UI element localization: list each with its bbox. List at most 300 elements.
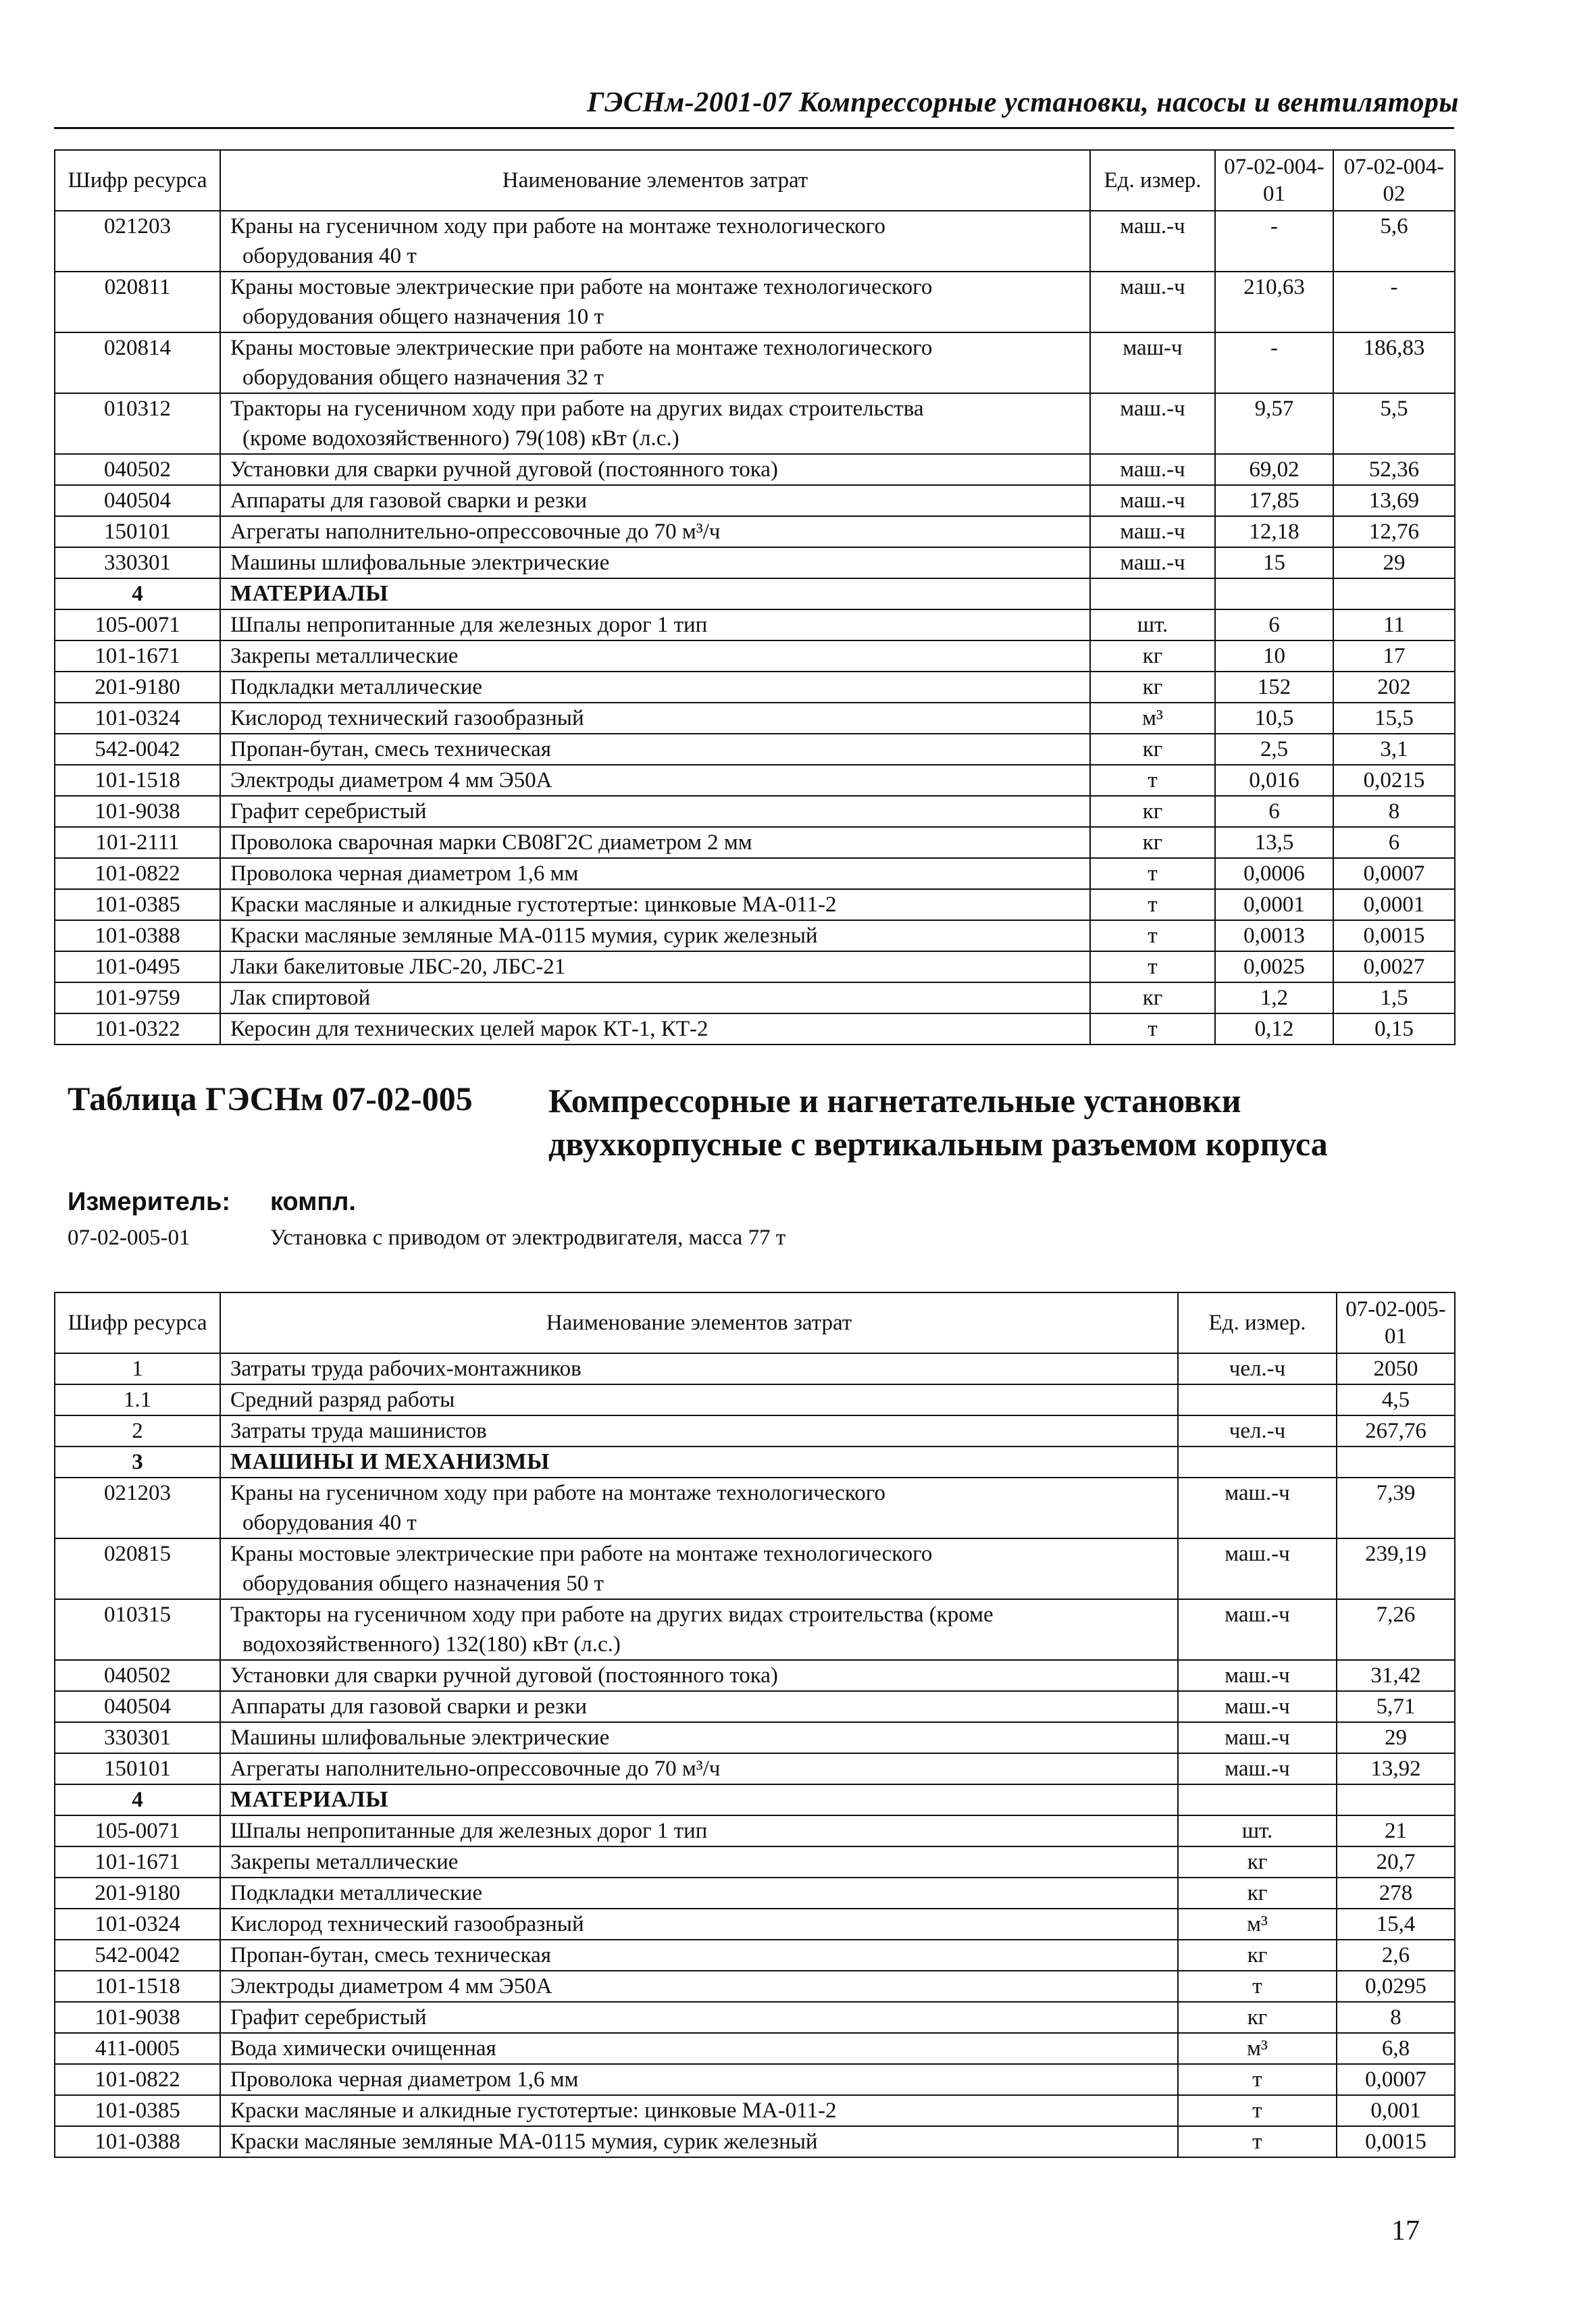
cell-value: 12,76 — [1333, 516, 1455, 547]
cell-value: 1,2 — [1215, 982, 1333, 1013]
cell-name-line-2: оборудования общего назначения 10 т — [242, 305, 604, 329]
cell-value: 8 — [1337, 2002, 1455, 2033]
table1-body — [55, 211, 1455, 1045]
meter-value: компл. — [270, 1188, 356, 1216]
cell-value: 186,83 — [1333, 332, 1455, 393]
cell-code: 4 — [55, 578, 220, 609]
cell-unit: м³ — [1178, 2033, 1337, 2064]
cell-name — [220, 485, 1090, 516]
table-row — [55, 516, 1455, 547]
cell-name-line-1: Закрепы металлические — [230, 644, 459, 668]
cell-value: 3,1 — [1333, 734, 1455, 765]
cell-value: 15 — [1215, 547, 1333, 578]
cell-name — [220, 1660, 1178, 1691]
cell-name-line-2: водохозяйственного) 132(180) кВт (л.с.) — [242, 1632, 621, 1657]
cell-name — [220, 2126, 1178, 2157]
variant-text: Установка с приводом от электродвигателя, масса 77 т — [270, 1226, 786, 1250]
cell-value — [1337, 1784, 1455, 1815]
table-row — [55, 454, 1455, 485]
table-row — [55, 920, 1455, 951]
table-row — [55, 1753, 1455, 1784]
cell-value: 17,85 — [1215, 485, 1333, 516]
cell-value: 0,0027 — [1333, 951, 1455, 982]
cell-name — [220, 2002, 1178, 2033]
cell-unit: маш.-ч — [1178, 1478, 1337, 1538]
cell-unit: т — [1090, 951, 1215, 982]
cell-value: 69,02 — [1215, 454, 1333, 485]
cell-unit: т — [1090, 1013, 1215, 1045]
table-row — [55, 734, 1455, 765]
cell-name-line-1: Агрегаты наполнительно-опрессовочные до 70 м³/ч — [230, 520, 721, 544]
cell-code: 101-1518 — [55, 765, 220, 796]
cell-name — [220, 272, 1090, 332]
cell-name-line-1: Машины шлифовальные электрические — [230, 1726, 610, 1750]
cell-name-line-1: Тракторы на гусеничном ходу при работе на других видах строительства — [230, 397, 924, 421]
cell-code: 411-0005 — [55, 2033, 220, 2064]
cell-value: 29 — [1333, 547, 1455, 578]
cell-code: 201-9180 — [55, 1878, 220, 1909]
cell-unit — [1178, 1384, 1337, 1415]
cell-unit: маш.-ч — [1178, 1660, 1337, 1691]
cell-name-line-1: МАШИНЫ И МЕХАНИЗМЫ — [230, 1449, 550, 1474]
cell-value: 0,0015 — [1333, 920, 1455, 951]
cell-unit: т — [1090, 889, 1215, 920]
cell-unit: кг — [1090, 672, 1215, 703]
cell-value: 21 — [1337, 1815, 1455, 1846]
cell-name-line-1: Лаки бакелитовые ЛБС-20, ЛБС-21 — [230, 955, 566, 979]
table-row — [55, 1538, 1455, 1599]
cell-value: 278 — [1337, 1878, 1455, 1909]
cell-value — [1215, 578, 1333, 609]
cell-name-line-1: Закрепы металлические — [230, 1850, 459, 1874]
cell-value: 15,5 — [1333, 703, 1455, 734]
cell-unit: т — [1178, 2095, 1337, 2126]
cell-value: 5,5 — [1333, 393, 1455, 454]
cell-code: 101-1671 — [55, 1846, 220, 1878]
table-row — [55, 2064, 1455, 2095]
cell-value: 0,0215 — [1333, 765, 1455, 796]
table-row — [55, 1846, 1455, 1878]
cell-name-line-1: МАТЕРИАЛЫ — [230, 581, 388, 606]
cell-code: 101-9038 — [55, 796, 220, 827]
cell-name-line-1: Краны мостовые электрические при работе на монтаже технологического — [230, 336, 933, 360]
cell-code: 105-0071 — [55, 1815, 220, 1846]
cell-value: 12,18 — [1215, 516, 1333, 547]
table-row — [55, 858, 1455, 889]
cell-unit: кг — [1178, 1846, 1337, 1878]
cell-code: 101-0385 — [55, 2095, 220, 2126]
cell-code: 330301 — [55, 547, 220, 578]
cell-value: 15,4 — [1337, 1909, 1455, 1940]
cell-code: 4 — [55, 1784, 220, 1815]
table-row — [55, 1878, 1455, 1909]
cell-name-line-1: Краски масляные земляные МА-0115 мумия, сурик железный — [230, 2130, 818, 2154]
cell-name-line-1: Краны мостовые электрические при работе на монтаже технологического — [230, 275, 933, 299]
cell-code: 201-9180 — [55, 672, 220, 703]
cell-name — [220, 211, 1090, 272]
cell-code: 101-0324 — [55, 1909, 220, 1940]
cell-value: 210,63 — [1215, 272, 1333, 332]
table-row — [55, 393, 1455, 454]
cell-name-line-1: Краски масляные и алкидные густотертые: цинковые МА-011-2 — [230, 892, 837, 917]
cell-code: 105-0071 — [55, 609, 220, 640]
table-row — [55, 332, 1455, 393]
cell-name — [220, 1447, 1178, 1478]
table-row — [55, 2002, 1455, 2033]
cell-value: 0,0025 — [1215, 951, 1333, 982]
cell-name — [220, 2033, 1178, 2064]
cell-value: 152 — [1215, 672, 1333, 703]
cell-value: 6 — [1215, 609, 1333, 640]
cell-unit: маш.-ч — [1178, 1691, 1337, 1722]
cell-unit: маш.-ч — [1090, 547, 1215, 578]
cell-name-line-1: Пропан-бутан, смесь техническая — [230, 1943, 551, 1967]
cell-name — [220, 1909, 1178, 1940]
table-row — [55, 796, 1455, 827]
cell-code: 101-0822 — [55, 2064, 220, 2095]
cell-name — [220, 1691, 1178, 1722]
cell-name — [220, 765, 1090, 796]
cell-name-line-1: Машины шлифовальные электрические — [230, 551, 610, 575]
cell-value — [1333, 578, 1455, 609]
header-col-07-02-005-01: 07-02-005-01 — [1337, 1292, 1455, 1353]
cell-name — [220, 982, 1090, 1013]
cell-value: 7,39 — [1337, 1478, 1455, 1538]
table-row — [55, 672, 1455, 703]
cell-value: 13,69 — [1333, 485, 1455, 516]
cell-unit: маш.-ч — [1090, 393, 1215, 454]
cell-name — [220, 1815, 1178, 1846]
cell-value: 0,0007 — [1333, 858, 1455, 889]
table-row — [55, 1971, 1455, 2002]
table-row — [55, 211, 1455, 272]
cell-name-line-1: Краны на гусеничном ходу при работе на монтаже технологического — [230, 1481, 885, 1505]
cell-value: 0,0013 — [1215, 920, 1333, 951]
page-number: 17 — [1391, 2215, 1420, 2246]
table-row — [55, 1013, 1455, 1045]
cell-name — [220, 1971, 1178, 2002]
cell-value: 0,0001 — [1333, 889, 1455, 920]
cell-value: 2,5 — [1215, 734, 1333, 765]
cell-unit: маш.-ч — [1090, 272, 1215, 332]
cell-unit: маш.-ч — [1090, 485, 1215, 516]
cell-code: 040502 — [55, 1660, 220, 1691]
cell-name-line-1: Краски масляные и алкидные густотертые: цинковые МА-011-2 — [230, 2098, 837, 2123]
cell-value: 239,19 — [1337, 1538, 1455, 1599]
cell-name-line-1: Агрегаты наполнительно-опрессовочные до 70 м³/ч — [230, 1757, 721, 1781]
cell-name — [220, 454, 1090, 485]
cell-unit: маш-ч — [1090, 332, 1215, 393]
cell-unit: маш.-ч — [1090, 454, 1215, 485]
table-row — [55, 889, 1455, 920]
cell-value: 0,0015 — [1337, 2126, 1455, 2157]
cell-name-line-2: оборудования 40 т — [242, 244, 417, 268]
cell-value: 17 — [1333, 640, 1455, 672]
cell-name — [220, 1538, 1178, 1599]
cell-value: 7,26 — [1337, 1599, 1455, 1660]
header-col-07-02-004-01: 07-02-004-01 — [1215, 150, 1333, 211]
cell-name — [220, 332, 1090, 393]
cell-unit: маш.-ч — [1178, 1599, 1337, 1660]
cell-unit: т — [1090, 920, 1215, 951]
table-title-label: Таблица ГЭСНм 07-02-005 — [68, 1080, 473, 1117]
cell-value: 2,6 — [1337, 1940, 1455, 1971]
cell-code: 101-0388 — [55, 920, 220, 951]
cell-name — [220, 393, 1090, 454]
cell-code: 101-2111 — [55, 827, 220, 858]
cell-value: 0,15 — [1333, 1013, 1455, 1045]
cell-name-line-2: оборудования 40 т — [242, 1511, 417, 1535]
cell-code: 542-0042 — [55, 734, 220, 765]
cell-unit: кг — [1090, 982, 1215, 1013]
cell-name-line-1: Вода химически очищенная — [230, 2036, 496, 2061]
cell-code: 101-0324 — [55, 703, 220, 734]
table-title-text — [548, 1079, 1426, 1165]
cell-name-line-1: Пропан-бутан, смесь техническая — [230, 737, 551, 761]
cell-code: 040502 — [55, 454, 220, 485]
cell-name-line-1: Керосин для технических целей марок КТ-1, КТ-2 — [230, 1017, 709, 1041]
table-row — [55, 1660, 1455, 1691]
table-row — [55, 1599, 1455, 1660]
cell-name — [220, 1940, 1178, 1971]
cell-code: 021203 — [55, 211, 220, 272]
cell-value: - — [1333, 272, 1455, 332]
table-row — [55, 1722, 1455, 1753]
table-row — [55, 640, 1455, 672]
cell-code: 2 — [55, 1415, 220, 1447]
cell-name-line-2: оборудования общего назначения 32 т — [242, 366, 604, 390]
cell-code: 010312 — [55, 393, 220, 454]
table-row — [55, 2126, 1455, 2157]
cell-value: 1,5 — [1333, 982, 1455, 1013]
table-row — [55, 1353, 1455, 1384]
cell-name — [220, 672, 1090, 703]
cell-name — [220, 889, 1090, 920]
cell-code: 101-0822 — [55, 858, 220, 889]
cell-unit: т — [1178, 1971, 1337, 2002]
cell-name-line-1: Установки для сварки ручной дуговой (постоянного тока) — [230, 1663, 778, 1688]
cell-code: 101-9038 — [55, 2002, 220, 2033]
meter-line — [68, 1188, 356, 1217]
cell-name — [220, 547, 1090, 578]
cell-name — [220, 1013, 1090, 1045]
cell-code: 101-0495 — [55, 951, 220, 982]
cell-name — [220, 1415, 1178, 1447]
cell-name — [220, 1784, 1178, 1815]
cell-name — [220, 920, 1090, 951]
cell-code: 101-9759 — [55, 982, 220, 1013]
cell-code: 020811 — [55, 272, 220, 332]
cell-name-line-1: Затраты труда машинистов — [230, 1419, 487, 1443]
cell-code: 010315 — [55, 1599, 220, 1660]
cell-code: 101-1518 — [55, 1971, 220, 2002]
cell-name-line-1: Проволока черная диаметром 1,6 мм — [230, 861, 579, 886]
cell-value: 29 — [1337, 1722, 1455, 1753]
table-row — [55, 1384, 1455, 1415]
cell-name-line-1: Кислород технический газообразный — [230, 1912, 584, 1936]
section-row — [55, 1447, 1455, 1478]
cell-code: 040504 — [55, 485, 220, 516]
resource-table-07-02-005 — [54, 1292, 1456, 2158]
cell-name-line-1: Электроды диаметром 4 мм Э50А — [230, 768, 552, 793]
table-row — [55, 2033, 1455, 2064]
cell-value: 13,92 — [1337, 1753, 1455, 1784]
header-unit: Ед. измер. — [1090, 150, 1215, 211]
cell-name-line-1: Установки для сварки ручной дуговой (постоянного тока) — [230, 457, 778, 482]
cell-name-line-1: Проволока черная диаметром 1,6 мм — [230, 2067, 579, 2092]
cell-name-line-2: (кроме водохозяйственного) 79(108) кВт (л.с.) — [242, 426, 679, 451]
cell-unit — [1090, 578, 1215, 609]
cell-name — [220, 516, 1090, 547]
cell-name-line-1: Подкладки металлические — [230, 675, 482, 699]
cell-name-line-1: Краны мостовые электрические при работе на монтаже технологического — [230, 1542, 933, 1566]
cell-value: 202 — [1333, 672, 1455, 703]
cell-name-line-1: Графит серебристый — [230, 2005, 427, 2030]
cell-value: 10 — [1215, 640, 1333, 672]
table-row — [55, 485, 1455, 516]
cell-value: 31,42 — [1337, 1660, 1455, 1691]
table-row — [55, 547, 1455, 578]
cell-unit — [1178, 1784, 1337, 1815]
resource-table-07-02-004 — [54, 149, 1456, 1045]
header-col-07-02-004-02: 07-02-004-02 — [1333, 150, 1455, 211]
cell-name-line-1: Аппараты для газовой сварки и резки — [230, 488, 587, 513]
cell-name-line-1: Графит серебристый — [230, 799, 427, 824]
cell-value: 2050 — [1337, 1353, 1455, 1384]
cell-name-line-1: Подкладки металлические — [230, 1881, 482, 1905]
table-row — [55, 1691, 1455, 1722]
cell-unit: шт. — [1090, 609, 1215, 640]
cell-name-line-1: Затраты труда рабочих-монтажников — [230, 1357, 582, 1381]
header-rule — [54, 127, 1454, 129]
cell-value: 10,5 — [1215, 703, 1333, 734]
cell-code: 020815 — [55, 1538, 220, 1599]
cell-name — [220, 703, 1090, 734]
cell-name — [220, 2064, 1178, 2095]
cell-value: 6 — [1333, 827, 1455, 858]
cell-name — [220, 827, 1090, 858]
cell-value: 0,001 — [1337, 2095, 1455, 2126]
cell-name-line-1: Лак спиртовой — [230, 986, 371, 1010]
cell-name-line-1: Средний разряд работы — [230, 1388, 455, 1412]
cell-name-line-1: Краны на гусеничном ходу при работе на монтаже технологического — [230, 214, 885, 238]
table-row — [55, 765, 1455, 796]
table-title-line-1: Компрессорные и нагнетательные установки — [548, 1082, 1241, 1120]
cell-name-line-1: МАТЕРИАЛЫ — [230, 1787, 388, 1812]
cell-unit — [1178, 1447, 1337, 1478]
cell-unit: кг — [1090, 827, 1215, 858]
cell-code: 101-0388 — [55, 2126, 220, 2157]
header-name: Наименование элементов затрат — [220, 150, 1090, 211]
cell-value: 6 — [1215, 796, 1333, 827]
meter-label: Измеритель: — [68, 1188, 230, 1216]
table-row — [55, 609, 1455, 640]
table-row — [55, 1478, 1455, 1538]
cell-name — [220, 734, 1090, 765]
cell-name — [220, 1846, 1178, 1878]
table-row — [55, 951, 1455, 982]
cell-name — [220, 1478, 1178, 1538]
cell-value: 6,8 — [1337, 2033, 1455, 2064]
cell-unit: т — [1090, 765, 1215, 796]
table-row — [55, 1909, 1455, 1940]
cell-name-line-1: Аппараты для газовой сварки и резки — [230, 1694, 587, 1719]
cell-name — [220, 951, 1090, 982]
cell-value: 8 — [1333, 796, 1455, 827]
cell-value: 0,12 — [1215, 1013, 1333, 1045]
cell-unit: м³ — [1090, 703, 1215, 734]
cell-name-line-1: Краски масляные земляные МА-0115 мумия, сурик железный — [230, 924, 818, 948]
cell-name-line-1: Шпалы непропитанные для железных дорог 1 тип — [230, 613, 708, 637]
cell-code: 150101 — [55, 1753, 220, 1784]
table2-body — [55, 1353, 1455, 2157]
table-row — [55, 703, 1455, 734]
header-code: Шифр ресурса — [55, 150, 220, 211]
cell-value: - — [1215, 211, 1333, 272]
cell-code: 150101 — [55, 516, 220, 547]
table-row — [55, 1940, 1455, 1971]
cell-unit: кг — [1090, 734, 1215, 765]
cell-code: 3 — [55, 1447, 220, 1478]
cell-name-line-1: Шпалы непропитанные для железных дорог 1 тип — [230, 1819, 708, 1843]
table-row — [55, 1415, 1455, 1447]
cell-value: 0,0007 — [1337, 2064, 1455, 2095]
cell-unit: маш.-ч — [1178, 1722, 1337, 1753]
cell-value — [1337, 1447, 1455, 1478]
cell-value: - — [1215, 332, 1333, 393]
cell-value: 11 — [1333, 609, 1455, 640]
cell-name — [220, 1878, 1178, 1909]
cell-name-line-2: оборудования общего назначения 50 т — [242, 1571, 604, 1596]
cell-value: 5,6 — [1333, 211, 1455, 272]
cell-code: 330301 — [55, 1722, 220, 1753]
cell-name — [220, 2095, 1178, 2126]
cell-unit: маш.-ч — [1090, 211, 1215, 272]
cell-code: 101-1671 — [55, 640, 220, 672]
cell-unit: т — [1178, 2064, 1337, 2095]
cell-unit: кг — [1090, 796, 1215, 827]
cell-code: 101-0322 — [55, 1013, 220, 1045]
cell-value: 52,36 — [1333, 454, 1455, 485]
cell-unit: маш.-ч — [1178, 1753, 1337, 1784]
cell-name — [220, 640, 1090, 672]
cell-unit: т — [1178, 2126, 1337, 2157]
cell-code: 020814 — [55, 332, 220, 393]
header-code: Шифр ресурса — [55, 1292, 220, 1353]
cell-name — [220, 1722, 1178, 1753]
cell-value: 0,016 — [1215, 765, 1333, 796]
variant-code: 07-02-005-01 — [68, 1226, 190, 1250]
cell-name — [220, 578, 1090, 609]
cell-code: 542-0042 — [55, 1940, 220, 1971]
cell-value: 4,5 — [1337, 1384, 1455, 1415]
cell-name-line-1: Кислород технический газообразный — [230, 706, 584, 730]
cell-value: 9,57 — [1215, 393, 1333, 454]
cell-unit: кг — [1178, 1940, 1337, 1971]
cell-unit: маш.-ч — [1178, 1538, 1337, 1599]
header-unit: Ед. измер. — [1178, 1292, 1337, 1353]
header-name: Наименование элементов затрат — [220, 1292, 1178, 1353]
section-row — [55, 1784, 1455, 1815]
table-row — [55, 272, 1455, 332]
cell-unit: т — [1090, 858, 1215, 889]
cell-value: 13,5 — [1215, 827, 1333, 858]
cell-unit: чел.-ч — [1178, 1415, 1337, 1447]
cell-unit: кг — [1178, 1878, 1337, 1909]
cell-unit: чел.-ч — [1178, 1353, 1337, 1384]
cell-unit: кг — [1178, 2002, 1337, 2033]
table-row — [55, 982, 1455, 1013]
